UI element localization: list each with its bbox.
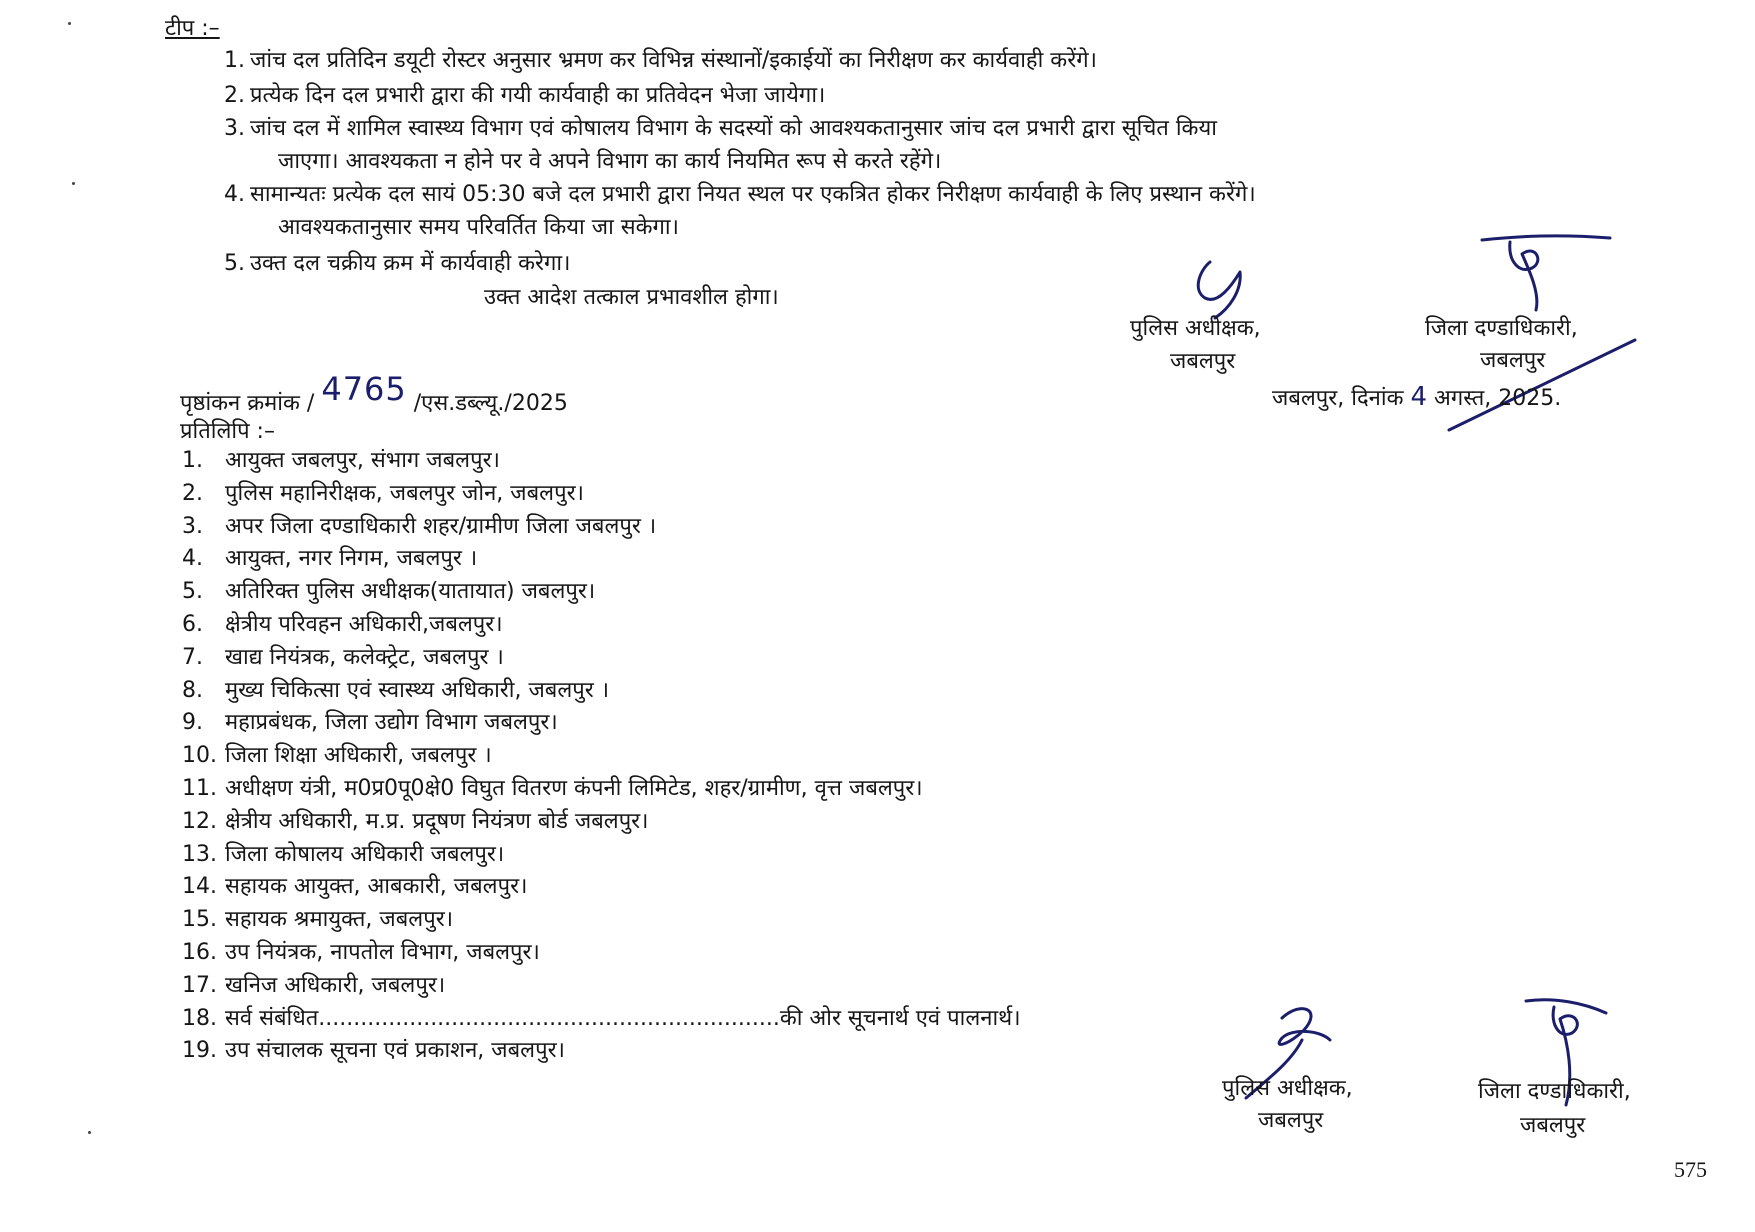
signature-title: जिला दण्डाधिकारी, bbox=[1478, 1079, 1631, 1104]
list-item: 18. सर्व संबंधित..................................................................की ओर सूचनार्थ एवं पालनार्थ। bbox=[182, 1005, 1021, 1031]
note-text: सामान्यतः प्रत्येक दल सायं 05:30 बजे दल प्रभारी द्वारा नियत स्थल पर एकत्रित होकर निरीक्षण कार्यवाही के लिए प्रस्थान करेंगे। bbox=[250, 182, 1256, 207]
date-label: जबलपुर, दिनांक bbox=[1272, 386, 1404, 411]
note-text: उक्त दल चक्रीय क्रम में कार्यवाही करेगा। bbox=[250, 251, 571, 276]
list-item: 14. सहायक आयुक्त, आबकारी, जबलपुर। bbox=[182, 874, 528, 900]
note-text: प्रत्येक दिन दल प्रभारी द्वारा की गयी कार्यवाही का प्रतिवेदन भेजा जायेगा। bbox=[250, 83, 826, 108]
endorsement-suffix: /एस.डब्ल्यू./2025 bbox=[413, 391, 568, 416]
list-item: 1. आयुक्त जबलपुर, संभाग जबलपुर। bbox=[182, 448, 500, 473]
note-text: जांच दल में शामिल स्वास्थ्य विभाग एवं कोषालय विभाग के सदस्यों को आवश्यकतानुसार जांच दल प्रभारी द्वारा सूचित किया bbox=[250, 116, 1217, 141]
note-text-continued: आवश्यकतानुसार समय परिवर्तित किया जा सकेगा। bbox=[278, 215, 679, 240]
signature-title: पुलिस अधीक्षक, bbox=[1130, 316, 1261, 341]
signature-title: पुलिस अधीक्षक, bbox=[1222, 1076, 1353, 1101]
list-item: 8. मुख्य चिकित्सा एवं स्वास्थ्य अधिकारी, जबलपुर । bbox=[182, 677, 610, 703]
scan-speck bbox=[68, 22, 71, 25]
note-number: 1. bbox=[224, 48, 245, 73]
order-effective-line: उक्त आदेश तत्काल प्रभावशील होगा। bbox=[484, 285, 779, 310]
list-item: 17. खनिज अधिकारी, जबलपुर। bbox=[182, 972, 446, 998]
notes-heading: टीप :– bbox=[165, 16, 220, 41]
endorsement-label: पृष्ठांकन क्रमांक bbox=[180, 391, 300, 416]
note-item bbox=[224, 249, 571, 279]
copies-list bbox=[182, 445, 1021, 1068]
list-item: 12. क्षेत्रीय अधिकारी, म.प्र. प्रदूषण नियंत्रण बोर्ड जबलपुर। bbox=[182, 808, 649, 834]
page-number: 575 bbox=[1674, 1157, 1707, 1182]
date-day: 4 bbox=[1410, 382, 1428, 412]
signature-place: जबलपुर bbox=[1258, 1108, 1324, 1133]
date-line bbox=[1272, 382, 1561, 412]
handwritten-signature bbox=[1170, 250, 1290, 320]
list-item: 13. जिला कोषालय अधिकारी जबलपुर। bbox=[182, 841, 505, 867]
signature-place: जबलपुर bbox=[1520, 1113, 1586, 1138]
scan-speck bbox=[88, 1131, 91, 1134]
note-number: 2. bbox=[224, 83, 245, 108]
signature-title: जिला दण्डाधिकारी, bbox=[1425, 316, 1578, 341]
list-item: 10. जिला शिक्षा अधिकारी, जबलपुर । bbox=[182, 743, 492, 769]
copies-heading: प्रतिलिपि :– bbox=[180, 419, 275, 444]
endorsement-number: 4765 bbox=[321, 370, 407, 408]
list-item: 2. पुलिस महानिरीक्षक, जबलपुर जोन, जबलपुर। bbox=[182, 480, 584, 506]
list-item: 16. उप नियंत्रक, नापतोल विभाग, जबलपुर। bbox=[182, 939, 540, 965]
date-month-year: अगस्त, 2025. bbox=[1434, 386, 1562, 411]
list-item: 6. क्षेत्रीय परिवहन अधिकारी,जबलपुर। bbox=[182, 611, 503, 637]
list-item: 11. अधीक्षण यंत्री, म0प्र0पू0क्षे0 विघुत वितरण कंपनी लिमिटेड, शहर/ग्रामीण, वृत्त जबलपुर। bbox=[182, 775, 923, 801]
note-number: 5. bbox=[224, 251, 245, 276]
list-item: 19. उप संचालक सूचना एवं प्रकाशन, जबलपुर। bbox=[182, 1038, 565, 1064]
note-item bbox=[224, 114, 1217, 144]
list-item: 3. अपर जिला दण्डाधिकारी शहर/ग्रामीण जिला जबलपुर । bbox=[182, 513, 657, 539]
list-item: 5. अतिरिक्त पुलिस अधीक्षक(यातायात) जबलपुर। bbox=[182, 579, 596, 605]
signature-place: जबलपुर bbox=[1170, 349, 1236, 374]
note-text-continued: जाएगा। आवश्यकता न होने पर वे अपने विभाग का कार्य नियमित रूप से करते रहेंगे। bbox=[278, 149, 942, 174]
list-item: 15. सहायक श्रमायुक्त, जबलपुर। bbox=[182, 907, 454, 933]
note-item bbox=[224, 180, 1256, 210]
list-item: 9. महाप्रबंधक, जिला उद्योग विभाग जबलपुर। bbox=[182, 710, 558, 736]
note-text: जांच दल प्रतिदिन डयूटी रोस्टर अनुसार भ्रमण कर विभिन्न संस्थानों/इकाईयों का निरीक्षण कर कार्यवाही करेंगे। bbox=[250, 48, 1097, 73]
note-item bbox=[224, 46, 1097, 76]
list-item: 4. आयुक्त, नगर निगम, जबलपुर । bbox=[182, 546, 478, 572]
endorsement-line: पृष्ठांकन क्रमांक / 4765 /एस.डब्ल्यू./2025 bbox=[180, 370, 568, 416]
signature-place: जबलपुर bbox=[1480, 348, 1546, 373]
note-item bbox=[224, 81, 826, 111]
handwritten-signature bbox=[1480, 232, 1620, 312]
scan-speck bbox=[72, 182, 75, 185]
note-number: 3. bbox=[224, 116, 245, 141]
note-number: 4. bbox=[224, 182, 245, 207]
list-item: 7. खाद्य नियंत्रक, कलेक्ट्रेट, जबलपुर । bbox=[182, 644, 504, 670]
